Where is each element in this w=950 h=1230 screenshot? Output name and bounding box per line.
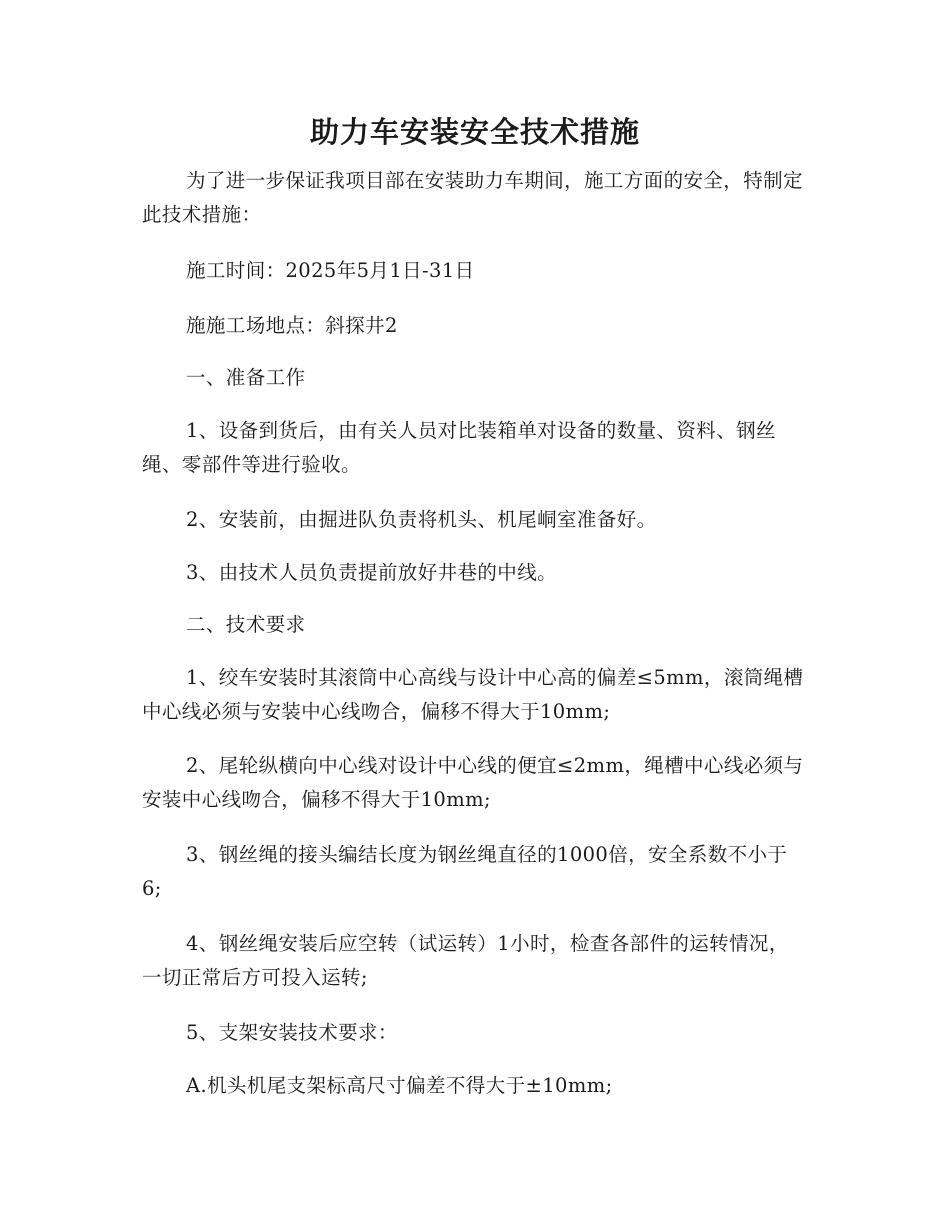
document-title: 助力车安装安全技术措施 xyxy=(309,115,640,149)
technical-item-3: 3、钢丝绳的接头编结长度为钢丝绳直径的1000倍，安全系数不小于6; xyxy=(142,843,788,900)
technical-item-1: 1、绞车安装时其滚筒中心高线与设计中心高的偏差≤5mm，滚筒绳槽中心线必须与安装中心线吻合，偏移不得大于10mm; xyxy=(142,666,804,723)
construction-time: 施工时间：2025年5月1日-31日 xyxy=(186,259,475,282)
technical-item-4: 4、钢丝绳安装后应空转（试运转）1小时，检查各部件的运转情况，一切正常后方可投入运转; xyxy=(142,932,789,989)
preparation-item-3: 3、由技术人员负责提前放好井巷的中线。 xyxy=(186,561,558,584)
technical-item-5a: A.机头机尾支架标高尺寸偏差不得大于±10mm; xyxy=(186,1074,613,1097)
section-heading-technical: 二、技术要求 xyxy=(186,613,306,636)
construction-site: 施施工场地点：斜探井2 xyxy=(186,314,398,337)
technical-item-2: 2、尾轮纵横向中心线对设计中心线的便宜≤2mm，绳槽中心线必须与安装中心线吻合，偏移不得大于10mm; xyxy=(142,754,804,811)
preparation-item-1: 1、设备到货后，由有关人员对比装箱单对设备的数量、资料、钢丝绳、零部件等进行验收。 xyxy=(142,419,776,476)
section-heading-preparation: 一、准备工作 xyxy=(186,366,306,389)
technical-item-5: 5、支架安装技术要求： xyxy=(186,1021,398,1044)
intro-paragraph: 为了进一步保证我项目部在安装助力车期间，施工方面的安全，特制定此技术措施： xyxy=(142,169,803,226)
preparation-item-2: 2、安装前，由掘进队负责将机头、机尾峒室准备好。 xyxy=(186,508,657,531)
